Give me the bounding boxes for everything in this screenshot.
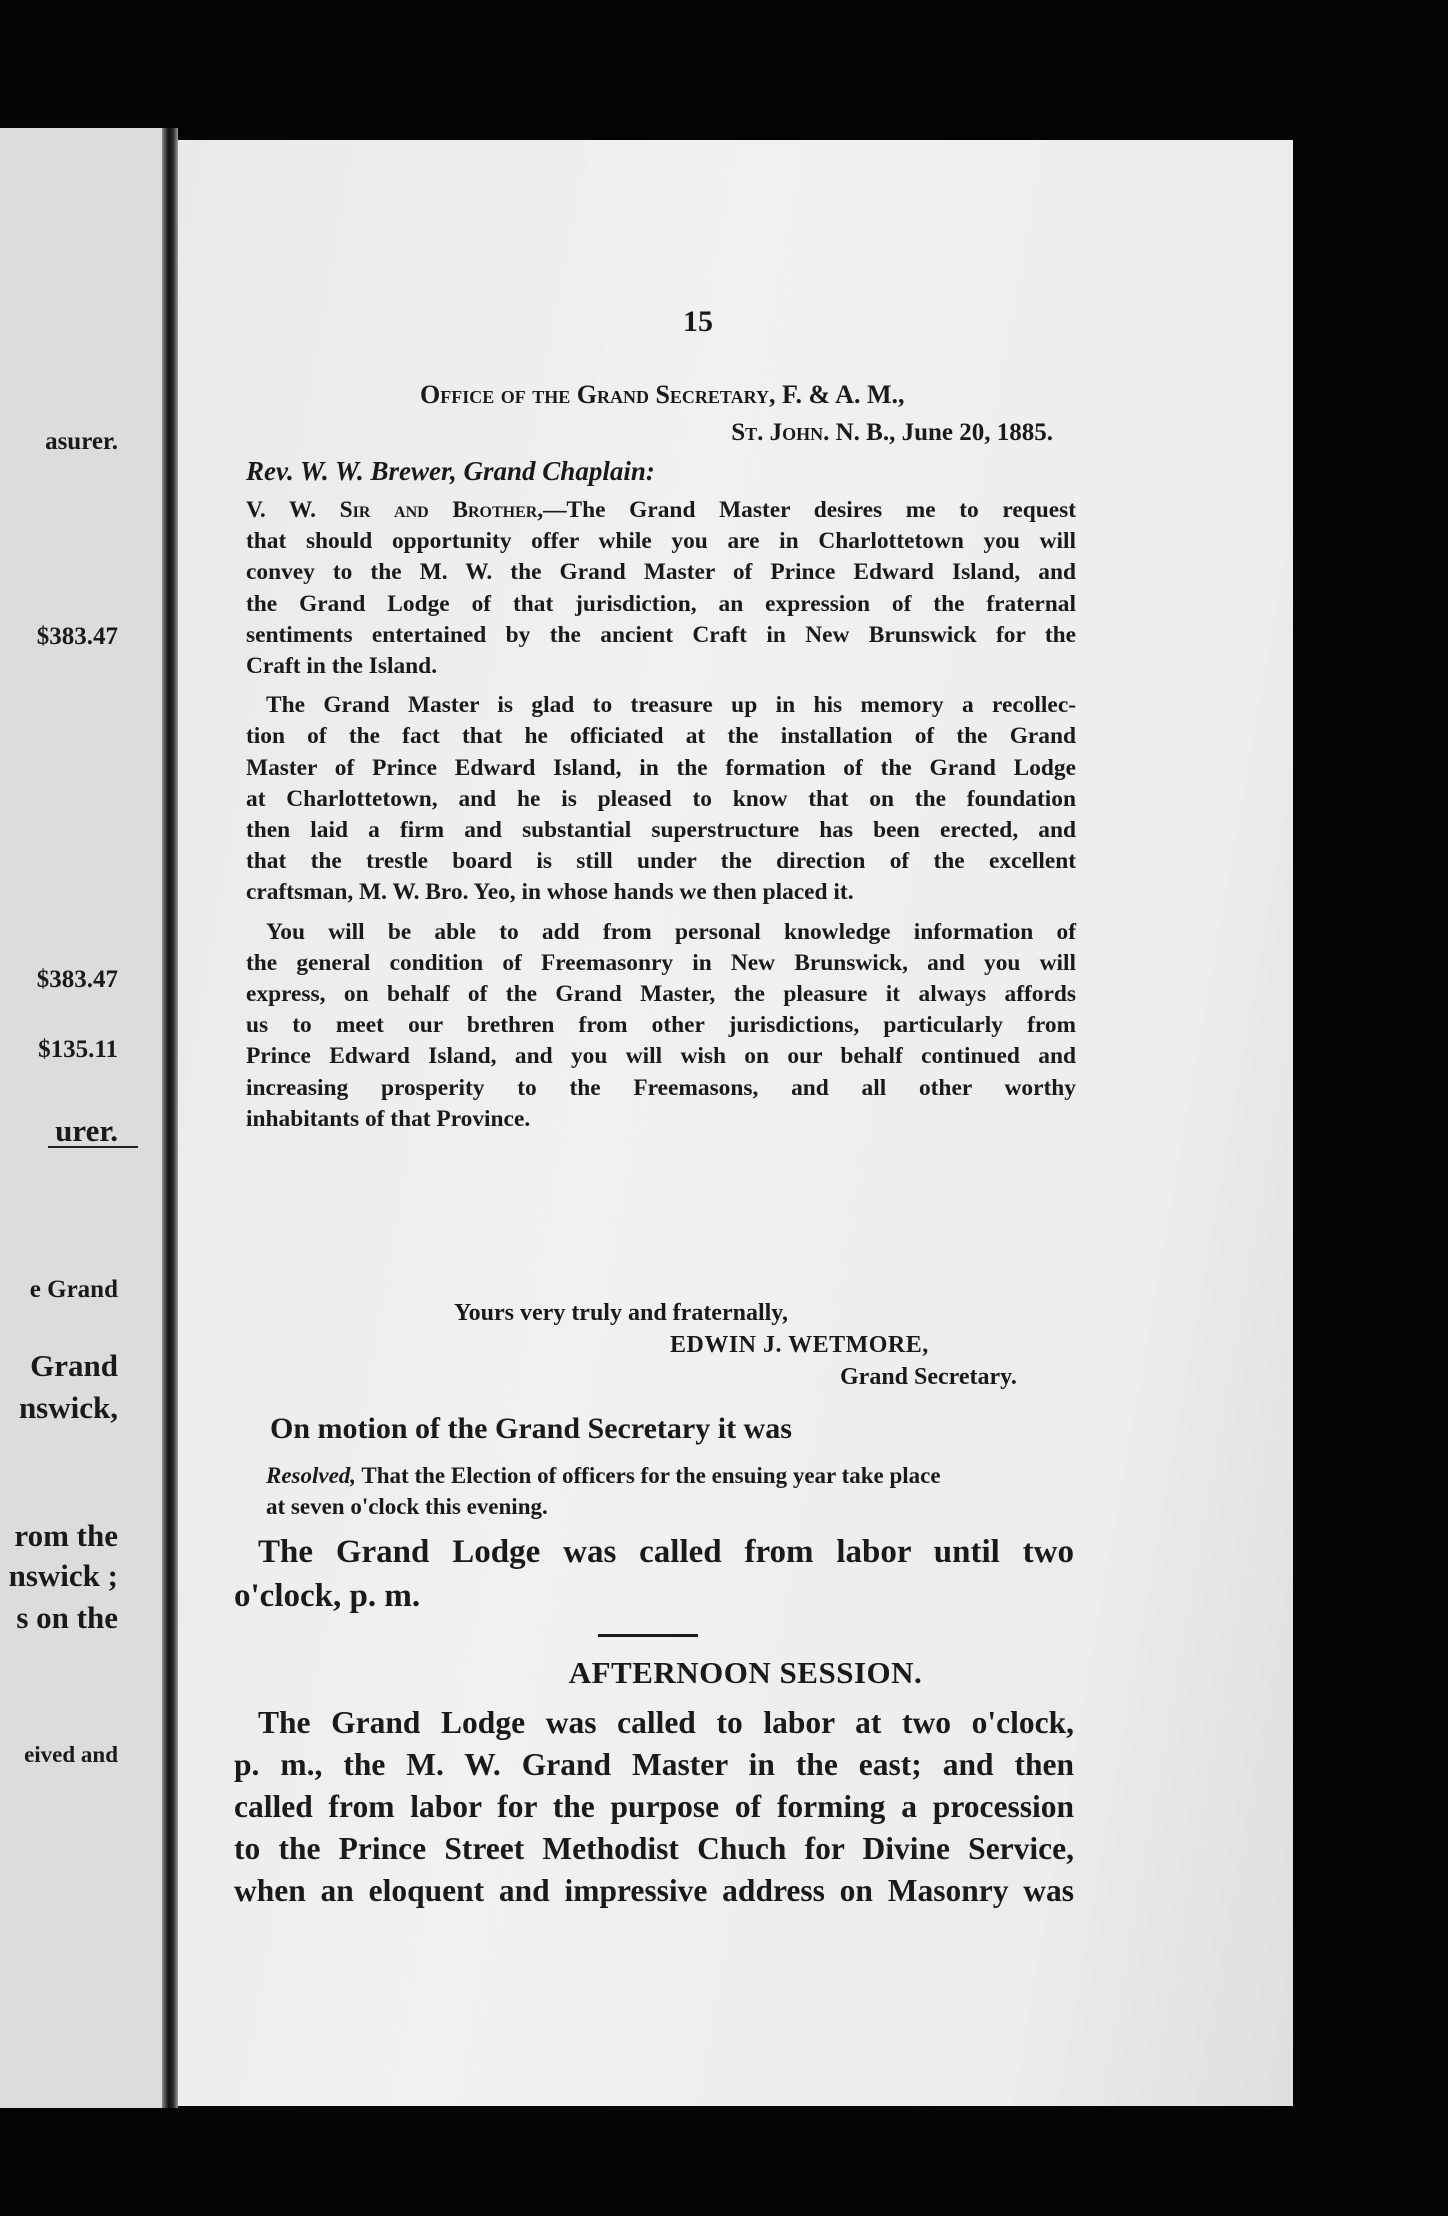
previous-page-fragment — [0, 128, 168, 2108]
left-fragment: asurer. — [45, 428, 118, 455]
text-line: craftsman, M. W. Bro. Yeo, in whose hands we then placed it. — [246, 879, 854, 906]
left-fragment: $383.47 — [36, 623, 118, 650]
text-line: the general condition of Freemasonry in New Brunswick, and you will — [246, 949, 1076, 976]
text-line: then laid a firm and substantial superstructure has been erected, and — [246, 817, 1076, 844]
text-line: The Grand Master is glad to treasure up in his memory a recollec- — [266, 692, 1076, 719]
letter-closing: Yours very truly and fraternally, — [454, 1300, 788, 1326]
text-line: called from labor for the purpose of forming a procession — [234, 1789, 1074, 1824]
text-line: Craft in the Island. — [246, 653, 438, 680]
signature-title: Grand Secretary. — [840, 1364, 1017, 1390]
left-fragment: s on the — [16, 1600, 118, 1635]
page-number: 15 — [683, 305, 713, 338]
letter-opening: V. W. Sir and Brother, — [246, 497, 544, 523]
text-line: that should opportunity offer while you are in Charlottetown you will — [246, 528, 1076, 555]
text-line: o'clock, p. m. — [234, 1578, 421, 1614]
date-place-prefix: St. John — [731, 419, 824, 446]
text-line: p. m., the M. W. Grand Master in the east; and then — [234, 1747, 1074, 1782]
text-line: at Charlottetown, and he is pleased to know that on the foundation — [246, 785, 1076, 812]
text-line: The Grand Lodge was called from labor until two — [258, 1534, 1074, 1570]
text-line: Master of Prince Edward Island, in the formation of the Grand Lodge — [246, 754, 1076, 781]
text-line: the Grand Lodge of that jurisdiction, an expression of the fraternal — [246, 590, 1076, 617]
letter-paragraph-3 — [246, 917, 1076, 1135]
text-line: The Grand Lodge was called to labor at two o'clock, — [258, 1705, 1074, 1740]
date-place-rest: . N. B., June 20, 1885. — [823, 419, 1053, 446]
text-line: when an eloquent and impressive address on Masonry was — [234, 1873, 1074, 1908]
text-line: that the trestle board is still under the direction of the excellent — [246, 848, 1076, 875]
book-gutter — [162, 128, 178, 2108]
afternoon-session-paragraph — [234, 1702, 1074, 1912]
left-fragment: $383.47 — [36, 966, 118, 993]
text-line: increasing prosperity to the Freemasons, and all other worthy — [246, 1074, 1076, 1101]
letter-date — [731, 419, 1053, 447]
letter-paragraph-2 — [246, 690, 1076, 908]
letter-body — [246, 495, 1076, 1143]
left-fragment: Grand — [30, 1348, 118, 1383]
left-fragment: nswick ; — [8, 1558, 118, 1593]
motion-text: On motion of the Grand Secretary it was — [270, 1412, 792, 1445]
text-line: to the Prince Street Methodist Chuch for Divine Service, — [234, 1831, 1074, 1866]
page-15 — [178, 140, 1293, 2106]
text-line: tion of the fact that he officiated at the installation of the Grand — [246, 723, 1076, 750]
left-fragment: rom the — [14, 1518, 118, 1553]
letter-paragraph-1 — [246, 495, 1076, 682]
letterhead: Office of the Grand Secretary, F. & A. M., — [420, 380, 905, 409]
left-fragment: $135.11 — [38, 1036, 118, 1063]
left-fragment: eived and — [24, 1742, 118, 1767]
text-line: inhabitants of that Province. — [246, 1105, 531, 1132]
section-divider — [598, 1634, 698, 1637]
text-line: at seven o'clock this evening. — [266, 1494, 548, 1519]
left-fragment: e Grand — [29, 1276, 118, 1303]
salutation: Rev. W. W. Brewer, Grand Chaplain: — [246, 456, 655, 486]
text-line: sentiments entertained by the ancient Craft in New Brunswick for the — [246, 621, 1076, 648]
text-line: V. W. Sir and Brother,—The Grand Master desires me to request — [246, 497, 1077, 523]
text-line: Prince Edward Island, and you will wish on our behalf continued and — [246, 1043, 1076, 1070]
section-heading: AFTERNOON SESSION. — [568, 1655, 923, 1690]
left-fragment: urer. — [55, 1113, 118, 1148]
resolution — [266, 1460, 1072, 1522]
text-line: us to meet our brethren from other jurisdictions, particularly from — [246, 1012, 1076, 1039]
left-fragment: nswick, — [18, 1390, 118, 1425]
recess-paragraph — [234, 1530, 1074, 1618]
resolved-label: Resolved, — [266, 1463, 357, 1488]
text-line: convey to the M. W. the Grand Master of Prince Edward Island, and — [246, 559, 1076, 586]
text-line: Resolved, That the Election of officers for the ensuing year take place — [266, 1463, 941, 1488]
signature-name: EDWIN J. WETMORE, — [670, 1332, 929, 1358]
text-line: You will be able to add from personal knowledge information of — [266, 918, 1076, 945]
text-line: express, on behalf of the Grand Master, the pleasure it always affords — [246, 981, 1076, 1008]
